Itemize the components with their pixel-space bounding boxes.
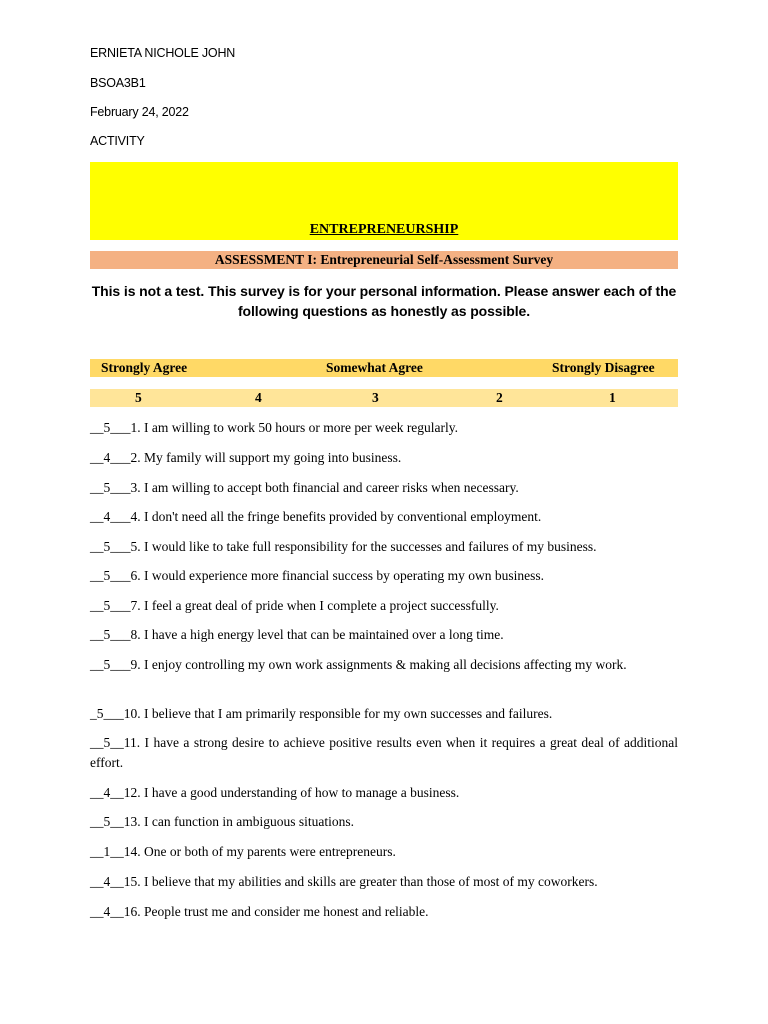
survey-item: __5___8. I have a high energy level that can be maintained over a long time. (90, 627, 504, 642)
section-code: BSOA3B1 (90, 76, 146, 90)
scale-number-4: 4 (255, 390, 262, 405)
survey-item: __1__14. One or both of my parents were entrepreneurs. (90, 844, 396, 859)
survey-item: __5___6. I would experience more financial success by operating my own business. (90, 568, 545, 583)
survey-item: __5___7. I feel a great deal of pride when I complete a project successfully. (90, 598, 499, 613)
student-name: ERNIETA NICHOLE JOHN (90, 46, 236, 60)
survey-item: __4__12. I have a good understanding of how to manage a business. (90, 785, 460, 800)
document-title: ENTREPRENEURSHIP (309, 222, 459, 237)
scale-number-row (90, 389, 678, 407)
assessment-heading: ASSESSMENT I: Entrepreneurial Self-Assessment Survey (90, 251, 678, 269)
date-line: February 24, 2022 (90, 105, 189, 119)
survey-item: __5___9. I enjoy controlling my own work assignments & making all decisions affecting my work. (90, 657, 627, 672)
scale-label-strongly-disagree: Strongly Disagree (552, 360, 655, 375)
survey-item: _5___10. I believe that I am primarily responsible for my own successes and failures. (90, 706, 553, 721)
survey-item: __5___3. I am willing to accept both financial and career risks when necessary. (90, 480, 519, 495)
survey-item: __4___4. I don't need all the fringe benefits provided by conventional employment. (90, 509, 542, 524)
scale-number-2: 2 (496, 390, 503, 405)
scale-label-strongly-agree: Strongly Agree (101, 360, 188, 375)
scale-number-1: 1 (609, 390, 616, 405)
survey-item: __4___2. My family will support my going into business. (90, 450, 402, 465)
scale-number-3: 3 (372, 390, 379, 405)
scale-label-somewhat-agree: Somewhat Agree (326, 360, 423, 375)
intro-paragraph: This is not a test. This survey is for your personal information. Please answer each of the following questions as honestly as possible. (91, 283, 677, 319)
scale-number-5: 5 (135, 390, 142, 405)
activity-label: ACTIVITY (90, 134, 145, 148)
survey-item: __4__15. I believe that my abilities and skills are greater than those of most of my coworkers. (90, 874, 598, 889)
survey-item: __4__16. People trust me and consider me honest and reliable. (90, 904, 429, 919)
survey-item: __5___5. I would like to take full responsibility for the successes and failures of my business. (90, 539, 597, 554)
survey-item: __5___1. I am willing to work 50 hours or more per week regularly. (90, 420, 459, 435)
scale-label-row (90, 359, 678, 377)
survey-item: __5__11. I have a strong desire to achieve positive results even when it requires a great deal of additional effort. (90, 735, 678, 770)
survey-item: __5__13. I can function in ambiguous situations. (90, 814, 354, 829)
